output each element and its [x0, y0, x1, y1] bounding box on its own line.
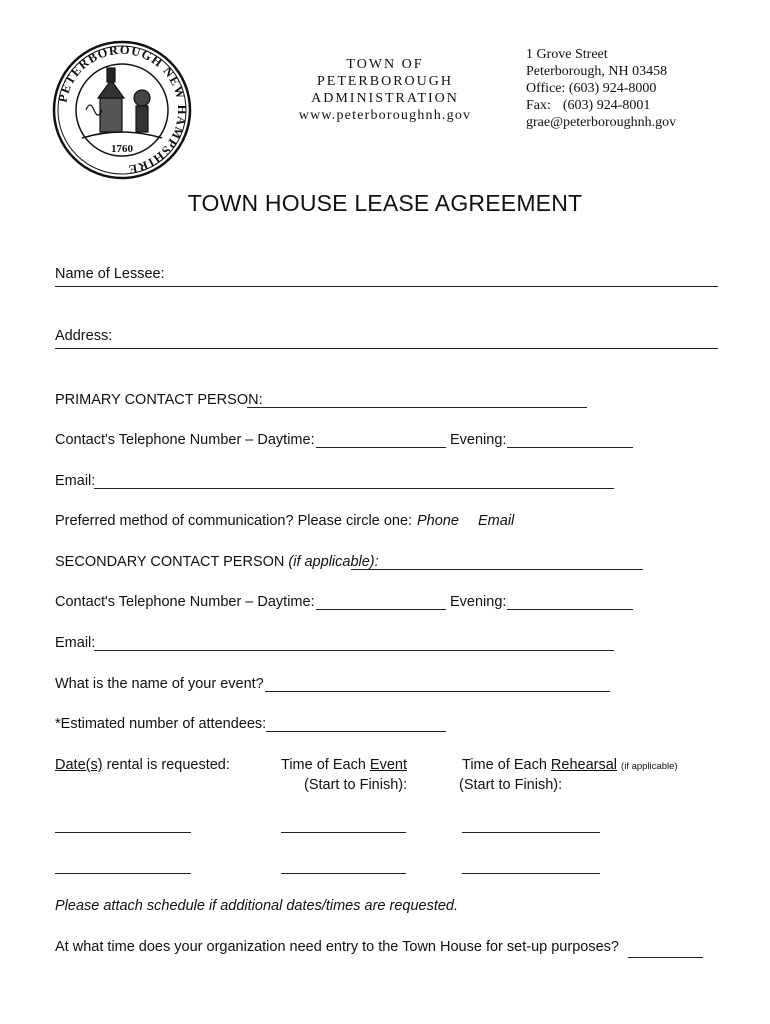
town-line-2: PETERBOROUGH — [316, 74, 453, 89]
lessee-line[interactable] — [55, 286, 718, 287]
attach-schedule-note: Please attach schedule if additional dates/times are requested. — [55, 898, 459, 914]
address-line[interactable] — [55, 348, 718, 349]
preferred-method-label: Preferred method of communication? Please circle one: — [55, 513, 413, 529]
preferred-email-option[interactable]: Email — [478, 513, 515, 529]
contact-address-block — [526, 46, 676, 131]
secondary-contact-label: SECONDARY CONTACT PERSON — [55, 554, 285, 570]
seal-ring-text: PETERBOROUGH NEW HAMPSHIRE — [55, 42, 190, 177]
dates-underlined: Date(s) — [55, 757, 103, 773]
event-time-prefix: Time of Each — [281, 757, 370, 773]
lessee-label: Name of Lessee: — [55, 266, 165, 282]
daytime-label-1: Contact's Telephone Number – Daytime: — [55, 432, 315, 448]
event-name-label: What is the name of your event? — [55, 676, 264, 692]
evening-label-1: Evening: — [450, 432, 507, 448]
setup-time-question: At what time does your organization need entry to the Town House for set-up purposes? — [55, 939, 619, 955]
town-header — [285, 56, 485, 124]
daytime-label-2: Contact's Telephone Number – Daytime: — [55, 594, 315, 610]
rehearsal-prefix: Time of Each — [462, 757, 551, 773]
town-seal — [52, 40, 192, 180]
date-line-1[interactable] — [55, 832, 191, 833]
primary-contact-line[interactable] — [247, 407, 587, 408]
evening-label-2: Evening: — [450, 594, 507, 610]
town-line-3: ADMINISTRATION — [311, 91, 459, 106]
fax-label: Fax: — [526, 98, 551, 113]
rehearsal-if-applicable: (if applicable) — [621, 761, 678, 772]
rehearsal-underlined: Rehearsal — [550, 757, 618, 773]
rehearsal-time-line-1[interactable] — [462, 832, 600, 833]
city-state-zip: Peterborough, NH 03458 — [526, 64, 668, 79]
secondary-contact-row — [55, 554, 379, 570]
event-time-subheader: (Start to Finish): — [304, 777, 408, 793]
fax-line — [526, 97, 676, 114]
seal-year: 1760 — [111, 143, 133, 155]
event-time-underlined: Event — [369, 757, 408, 773]
date-line-2[interactable] — [55, 873, 191, 874]
street-address: 1 Grove Street — [526, 47, 608, 62]
preferred-phone-option[interactable]: Phone — [417, 513, 459, 529]
office-phone: Office: (603) 924-8000 — [526, 81, 657, 96]
event-name-line[interactable] — [265, 691, 610, 692]
email-line-1[interactable] — [94, 488, 614, 489]
dates-rest: rental is requested: — [102, 757, 230, 773]
event-time-line-2[interactable] — [281, 873, 406, 874]
rehearsal-time-subheader: (Start to Finish): — [459, 777, 563, 793]
email-label-1: Email: — [55, 473, 96, 489]
fax-number: (603) 924-8001 — [562, 98, 651, 113]
daytime-line-1[interactable] — [316, 447, 446, 448]
dates-column-header — [55, 757, 230, 773]
email-line-2[interactable] — [94, 650, 614, 651]
contact-email: grae@peterboroughnh.gov — [526, 115, 677, 130]
document-title: TOWN HOUSE LEASE AGREEMENT — [187, 190, 583, 216]
evening-line-2[interactable] — [507, 609, 633, 610]
event-time-header — [281, 757, 407, 773]
evening-line-1[interactable] — [507, 447, 633, 448]
secondary-if-applicable: (if applicable): — [288, 554, 379, 570]
event-time-line-1[interactable] — [281, 832, 406, 833]
attendees-label: *Estimated number of attendees: — [55, 716, 267, 732]
town-website: www.peterboroughnh.gov — [298, 108, 472, 123]
attendees-line[interactable] — [266, 731, 446, 732]
daytime-line-2[interactable] — [316, 609, 446, 610]
rehearsal-time-header — [462, 757, 678, 773]
setup-time-line[interactable] — [628, 957, 703, 958]
rehearsal-time-line-2[interactable] — [462, 873, 600, 874]
address-label: Address: — [55, 328, 113, 344]
town-line-1: TOWN OF — [346, 57, 424, 72]
primary-contact-label: PRIMARY CONTACT PERSON: — [55, 392, 263, 408]
email-label-2: Email: — [55, 635, 96, 651]
secondary-contact-line[interactable] — [351, 569, 643, 570]
